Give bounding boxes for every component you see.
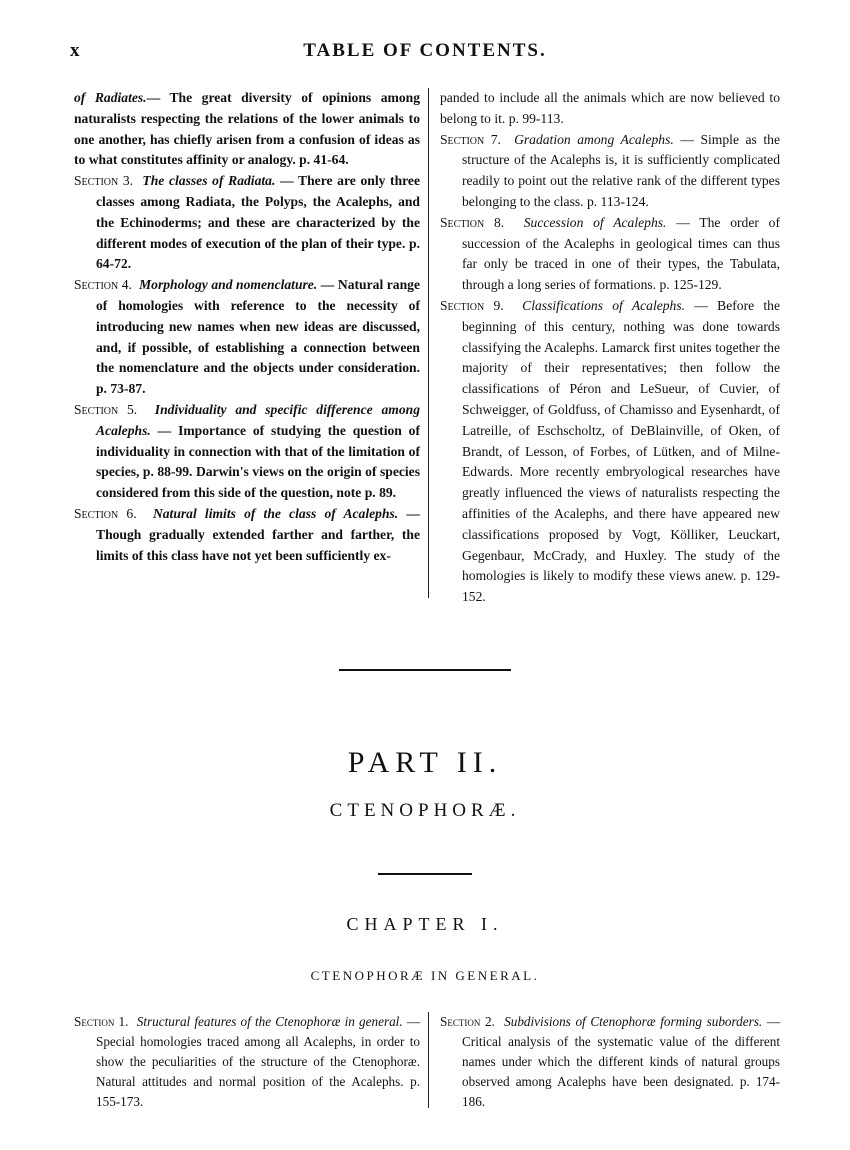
section-label: Section 9.	[440, 297, 504, 313]
entry-title: Structural features of the Ctenophoræ in general.	[136, 1014, 403, 1029]
entry-text: — Simple as the structure of the Acalephs is, it is sufficiently complicated readily to point out the relative rank of the different types belonging to the class. p. 113-124.	[462, 131, 780, 209]
section-label: Section 6.	[74, 505, 137, 521]
toc-entry	[440, 213, 780, 296]
entry-title: Subdivisions of Ctenophoræ forming suborders.	[504, 1014, 763, 1029]
entry-text: — Natural range of homologies with reference to the necessity of introducing new names when new ideas are discussed, and, if possible, of establishing a connection between the nomenclature and the objects under consideration. p. 73-87.	[96, 277, 420, 397]
entry-title: The classes of Radiata.	[142, 173, 276, 189]
entry-title: of Radiates.	[74, 90, 147, 105]
entry-text: — The order of succession of the Acalephs in geological times can thus far only be traced in one of their types, the Tabulata, through a long series of formations. p. 125-129.	[462, 214, 780, 293]
entry-title: Succession of Acalephs.	[523, 214, 667, 230]
toc-entry	[74, 400, 420, 504]
toc-entry	[440, 130, 780, 213]
column-divider	[428, 88, 429, 598]
toc-entry	[440, 1012, 780, 1112]
entry-text: panded to include all the animals which are now believed to belong to it. p. 99-113.	[440, 90, 780, 126]
toc-entry	[74, 1012, 420, 1112]
entry-title: Individuality and specific difference among Acalephs.	[96, 401, 420, 438]
section-label: Section 7.	[440, 131, 501, 147]
entry-title: Gradation among Acalephs.	[514, 131, 674, 147]
entry-title: Classifications of Acalephs.	[522, 297, 686, 313]
toc-entry	[74, 504, 420, 566]
section-label: Section 3.	[74, 173, 134, 189]
entry-text: — Though gradually extended farther and farther, the limits of this class have not yet been sufficiently ex-	[96, 505, 420, 563]
section-label: Section 4.	[74, 277, 132, 293]
toc-left-column	[74, 88, 420, 566]
toc-entry	[74, 171, 420, 275]
entry-text: — Before the beginning of this century, nothing was done towards classifying the Acalephs. Lamarck first unites together the majority of their representatives; then follow the classifications of Péron and LeSueur, of Cuvier, of Schweigger, of Goldfuss, of Chamisso and Eysenhardt, of Latreille, of Eschscholtz, of DeBlainville, of Oken, of Brandt, of Lesson, of Forbes, of Lütken, and of Milne-Edwards. More recently embryological researches have greatly influenced the views of naturalists respecting the affinities of the Acalephs, and there have appeared new classifications proposed by Vogt, Kölliker, Leuckart, Gegenbaur, McCrady, and Huxley. The study of the homologies is likely to modify these views anew. p. 129-152.	[462, 297, 780, 605]
chapter-heading: CHAPTER I.	[346, 914, 504, 934]
section-label: Section 2.	[440, 1014, 495, 1029]
toc-right-column	[440, 88, 780, 608]
section-label: Section 5.	[74, 401, 138, 417]
entry-title: Morphology and nomenclature.	[139, 277, 318, 293]
toc-entry	[440, 296, 780, 608]
toc-entry	[440, 88, 780, 130]
chapter-left-column	[74, 1012, 420, 1112]
horizontal-rule	[339, 669, 511, 671]
horizontal-rule	[378, 873, 472, 875]
column-divider	[428, 1012, 429, 1108]
entry-title: Natural limits of the class of Acalephs.	[152, 505, 399, 521]
entry-text: — Critical analysis of the systematic value of the different names under which the different kinds of natural groups observed among Acalephs have been designated. p. 174-186.	[462, 1014, 780, 1109]
toc-entry	[74, 275, 420, 400]
entry-text: — There are only three classes among Radiata, the Polyps, the Acalephs, and the Echinoderms; and these are characterized by the different modes of execution of the plan of their type. p. 64-72.	[96, 173, 421, 272]
section-label: Section 8.	[440, 214, 505, 230]
chapter-subtitle: CTENOPHORÆ IN GENERAL.	[310, 968, 540, 983]
page-number: x	[70, 40, 80, 61]
running-header	[70, 40, 780, 70]
toc-entry	[74, 88, 420, 171]
part-heading: PART II.	[347, 746, 503, 779]
chapter-right-column	[440, 1012, 780, 1112]
entry-text: — Special homologies traced among all Acalephs, in order to show the peculiarities of the structure of the Ctenophoræ. Natural attitudes and normal position of the Acalephs. p. 155-173.	[96, 1014, 420, 1109]
running-title: TABLE OF CONTENTS.	[303, 40, 547, 61]
part-subtitle: CTENOPHORÆ.	[329, 800, 521, 821]
entry-text: — The great diversity of opinions among naturalists respecting the relations of the lower animals to one another, has chiefly arisen from a confusion of ideas as to what constitutes affinity or analogy. p. 41-64.	[74, 90, 420, 168]
entry-text: — Importance of studying the question of individuality in connection with that of the limitation of species, p. 88-99. Darwin's views on the origin of species considered from this side of the question, note p. 89.	[96, 422, 420, 501]
section-label: Section 1.	[74, 1014, 129, 1029]
